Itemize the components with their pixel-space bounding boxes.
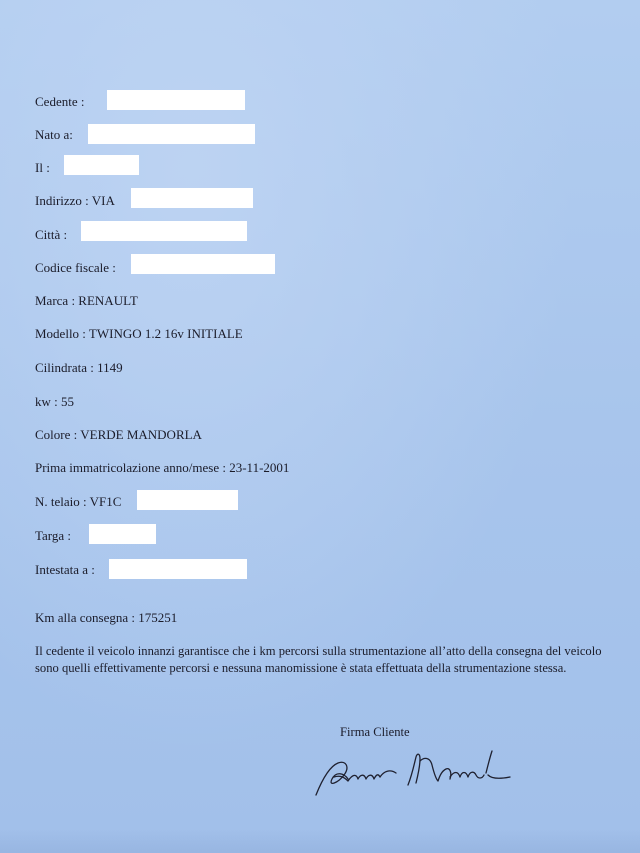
- codice-fiscale-label: Codice fiscale :: [35, 260, 116, 275]
- declaration-text: Il cedente il veicolo innanzi garantisce che i km percorsi sulla strumentazione all’atto della consegna del veicolo sono quelli effettivamente percorsi e nessuna manomissione è stata effettuata della strumentazione stessa.: [35, 644, 602, 675]
- citta-label: Città :: [35, 227, 68, 242]
- intestata-a-label: Intestata a :: [35, 562, 95, 577]
- targa-label: Targa :: [35, 528, 72, 543]
- il-label: Il :: [35, 160, 50, 175]
- redaction-box: [131, 188, 253, 208]
- prima-immatricolazione-label: Prima immatricolazione anno/mese : 23-11-2001: [35, 460, 290, 475]
- colore-label: Colore : VERDE MANDORLA: [35, 427, 202, 442]
- redaction-box: [89, 524, 156, 544]
- modello-label: Modello : TWINGO 1.2 16v INITIALE: [35, 326, 243, 341]
- redaction-box: [131, 254, 275, 274]
- handwritten-signature: [310, 735, 520, 805]
- signature-label: Firma Cliente: [340, 725, 410, 739]
- redaction-box: [88, 124, 255, 144]
- redaction-box: [64, 155, 139, 175]
- telaio-label: N. telaio : VF1C: [35, 494, 122, 509]
- redaction-box: [107, 90, 245, 110]
- redaction-box: [81, 221, 247, 241]
- km-consegna-label: Km alla consegna : 175251: [35, 610, 178, 625]
- nato-a-label: Nato a:: [35, 127, 73, 142]
- cilindrata-label: Cilindrata : 1149: [35, 360, 123, 375]
- redaction-box: [137, 490, 238, 510]
- indirizzo-label: Indirizzo : VIA: [35, 193, 115, 208]
- page-bottom-shadow: [0, 828, 640, 853]
- cedente-label: Cedente :: [35, 94, 85, 109]
- marca-label: Marca : RENAULT: [35, 293, 138, 308]
- redaction-box: [109, 559, 247, 579]
- kw-label: kw : 55: [35, 394, 74, 409]
